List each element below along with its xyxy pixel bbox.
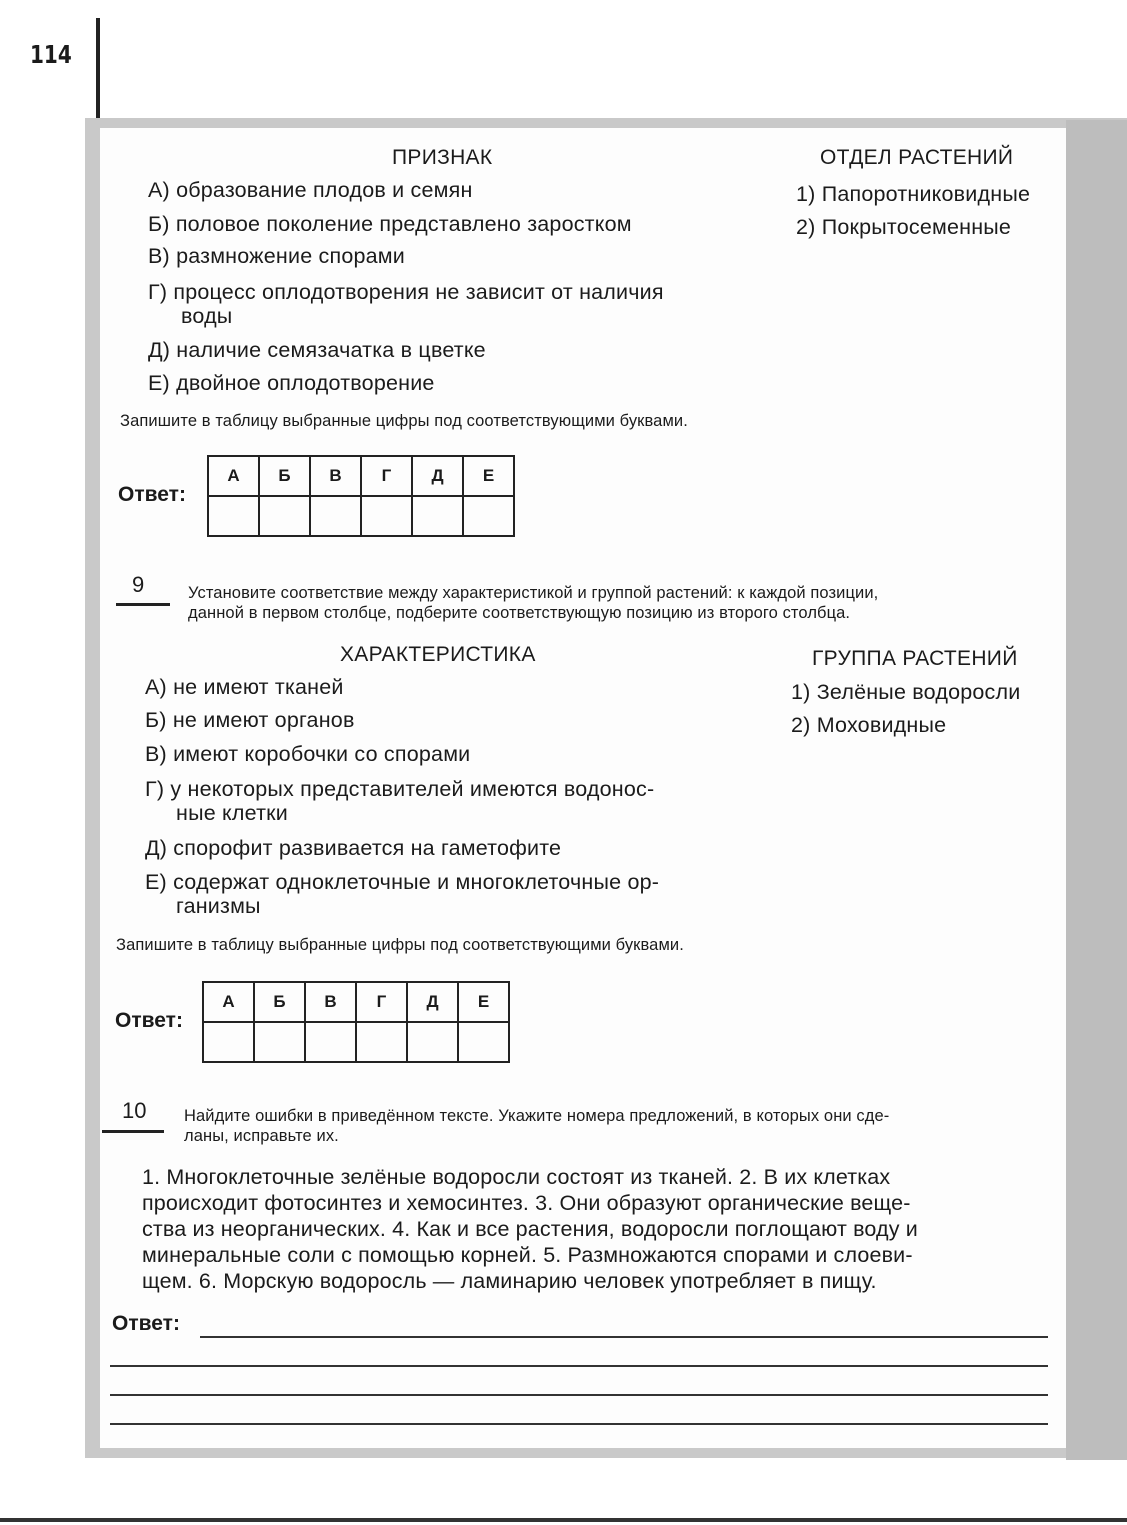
task8-item-e: Е) двойное оплодотворение	[148, 371, 435, 395]
task8-left-header: ПРИЗНАК	[392, 146, 493, 169]
task8-answer-cell[interactable]	[463, 496, 514, 536]
task9-answer-cell[interactable]	[458, 1022, 509, 1062]
task9-option-2: 2) Моховидные	[791, 713, 947, 737]
task8-right-header: ОТДЕЛ РАСТЕНИЙ	[820, 146, 1014, 169]
task9-item-e: Е) содержат одноклеточные и многоклеточные ор-	[145, 870, 660, 894]
task8-instruction: Запишите в таблицу выбранные цифры под соответствующими буквами.	[120, 412, 688, 430]
task9-letter-v: В	[305, 982, 356, 1022]
task8-item-a: А) образование плодов и семян	[148, 178, 473, 202]
frame-right-band	[1066, 120, 1127, 1460]
task8-letter-d: Д	[412, 456, 463, 496]
task10-answer-line[interactable]	[110, 1365, 1048, 1367]
task8-letter-a: А	[208, 456, 259, 496]
task9-answer-label: Ответ:	[115, 1009, 183, 1032]
task9-letter-e: Е	[458, 982, 509, 1022]
task9-option-1: 1) Зелёные водоросли	[791, 680, 1021, 704]
task10-text-line-3: ства из неорганических. 4. Как и все растения, водоросли поглощают воду и	[142, 1217, 918, 1241]
task9-question-line1: Установите соответствие между характеристикой и группой растений: к каждой позиции,	[188, 584, 879, 602]
task9-item-g-cont: ные клетки	[176, 801, 288, 825]
task9-right-header: ГРУППА РАСТЕНИЙ	[812, 647, 1018, 670]
task8-answer-cell[interactable]	[208, 496, 259, 536]
task8-option-1: 1) Папоротниковидные	[796, 182, 1031, 206]
page-number-divider	[96, 18, 100, 120]
task9-item-b: Б) не имеют органов	[145, 708, 355, 732]
task10-text-line-1: 1. Многоклеточные зелёные водоросли состоят из тканей. 2. В их клетках	[142, 1165, 891, 1189]
task9-item-g: Г) у некоторых представителей имеются водонос-	[145, 777, 655, 801]
task10-number: 10	[122, 1098, 147, 1123]
task8-letter-b: Б	[259, 456, 310, 496]
task10-answer-line[interactable]	[110, 1394, 1048, 1396]
task10-answer-line[interactable]	[110, 1423, 1048, 1425]
task9-number: 9	[132, 572, 145, 597]
task9-item-v: В) имеют коробочки со спорами	[145, 742, 471, 766]
task8-item-g: Г) процесс оплодотворения не зависит от наличия	[148, 280, 664, 304]
task8-option-2: 2) Покрытосеменные	[796, 215, 1012, 239]
task10-number-underline	[102, 1130, 164, 1133]
task8-answer-cell[interactable]	[412, 496, 463, 536]
task9-letter-d: Д	[407, 982, 458, 1022]
task9-answer-cell[interactable]	[254, 1022, 305, 1062]
task10-text-line-5: щем. 6. Морскую водоросль — ламинарию человек употребляет в пищу.	[142, 1269, 877, 1293]
task8-answer-label: Ответ:	[118, 483, 186, 506]
bottom-edge-line	[0, 1518, 1127, 1522]
task10-question-line1: Найдите ошибки в приведённом тексте. Укажите номера предложений, в которых они сде-	[184, 1107, 890, 1125]
task8-letter-e: Е	[463, 456, 514, 496]
task9-question-line2: данной в первом столбце, подберите соответствующую позицию из второго столбца.	[188, 604, 851, 622]
task9-answer-table	[202, 981, 510, 1063]
task8-item-d: Д) наличие семязачатка в цветке	[148, 338, 486, 362]
task9-answer-cell[interactable]	[305, 1022, 356, 1062]
task9-answer-cell[interactable]	[203, 1022, 254, 1062]
task10-answer-line[interactable]	[200, 1336, 1048, 1338]
task9-left-header: ХАРАКТЕРИСТИКА	[340, 643, 536, 666]
task8-answer-table	[207, 455, 515, 537]
page-number: 114	[30, 40, 72, 69]
task10-answer-label: Ответ:	[112, 1312, 180, 1335]
task9-number-underline	[116, 603, 170, 606]
task9-item-d: Д) спорофит развивается на гаметофите	[145, 836, 562, 860]
task9-instruction: Запишите в таблицу выбранные цифры под соответствующими буквами.	[116, 936, 684, 954]
task10-text-line-4: минеральные соли с помощью корней. 5. Размножаются спорами и слоеви-	[142, 1243, 913, 1267]
task9-item-a: А) не имеют тканей	[145, 675, 344, 699]
task8-letter-g: Г	[361, 456, 412, 496]
task9-answer-cell[interactable]	[407, 1022, 458, 1062]
task10-text-line-2: происходит фотосинтез и хемосинтез. 3. Они образуют органические веще-	[142, 1191, 911, 1215]
task8-answer-cell[interactable]	[259, 496, 310, 536]
task9-letter-b: Б	[254, 982, 305, 1022]
task8-item-g-cont: воды	[181, 304, 233, 328]
task8-answer-cell[interactable]	[361, 496, 412, 536]
task9-item-e-cont: ганизмы	[176, 894, 261, 918]
task8-letter-v: В	[310, 456, 361, 496]
task8-item-b: Б) половое поколение представлено заростком	[148, 212, 632, 236]
task9-letter-g: Г	[356, 982, 407, 1022]
task9-letter-a: А	[203, 982, 254, 1022]
task9-answer-cell[interactable]	[356, 1022, 407, 1062]
task10-question-line2: ланы, исправьте их.	[184, 1127, 339, 1145]
task8-item-v: В) размножение спорами	[148, 244, 405, 268]
task8-answer-cell[interactable]	[310, 496, 361, 536]
